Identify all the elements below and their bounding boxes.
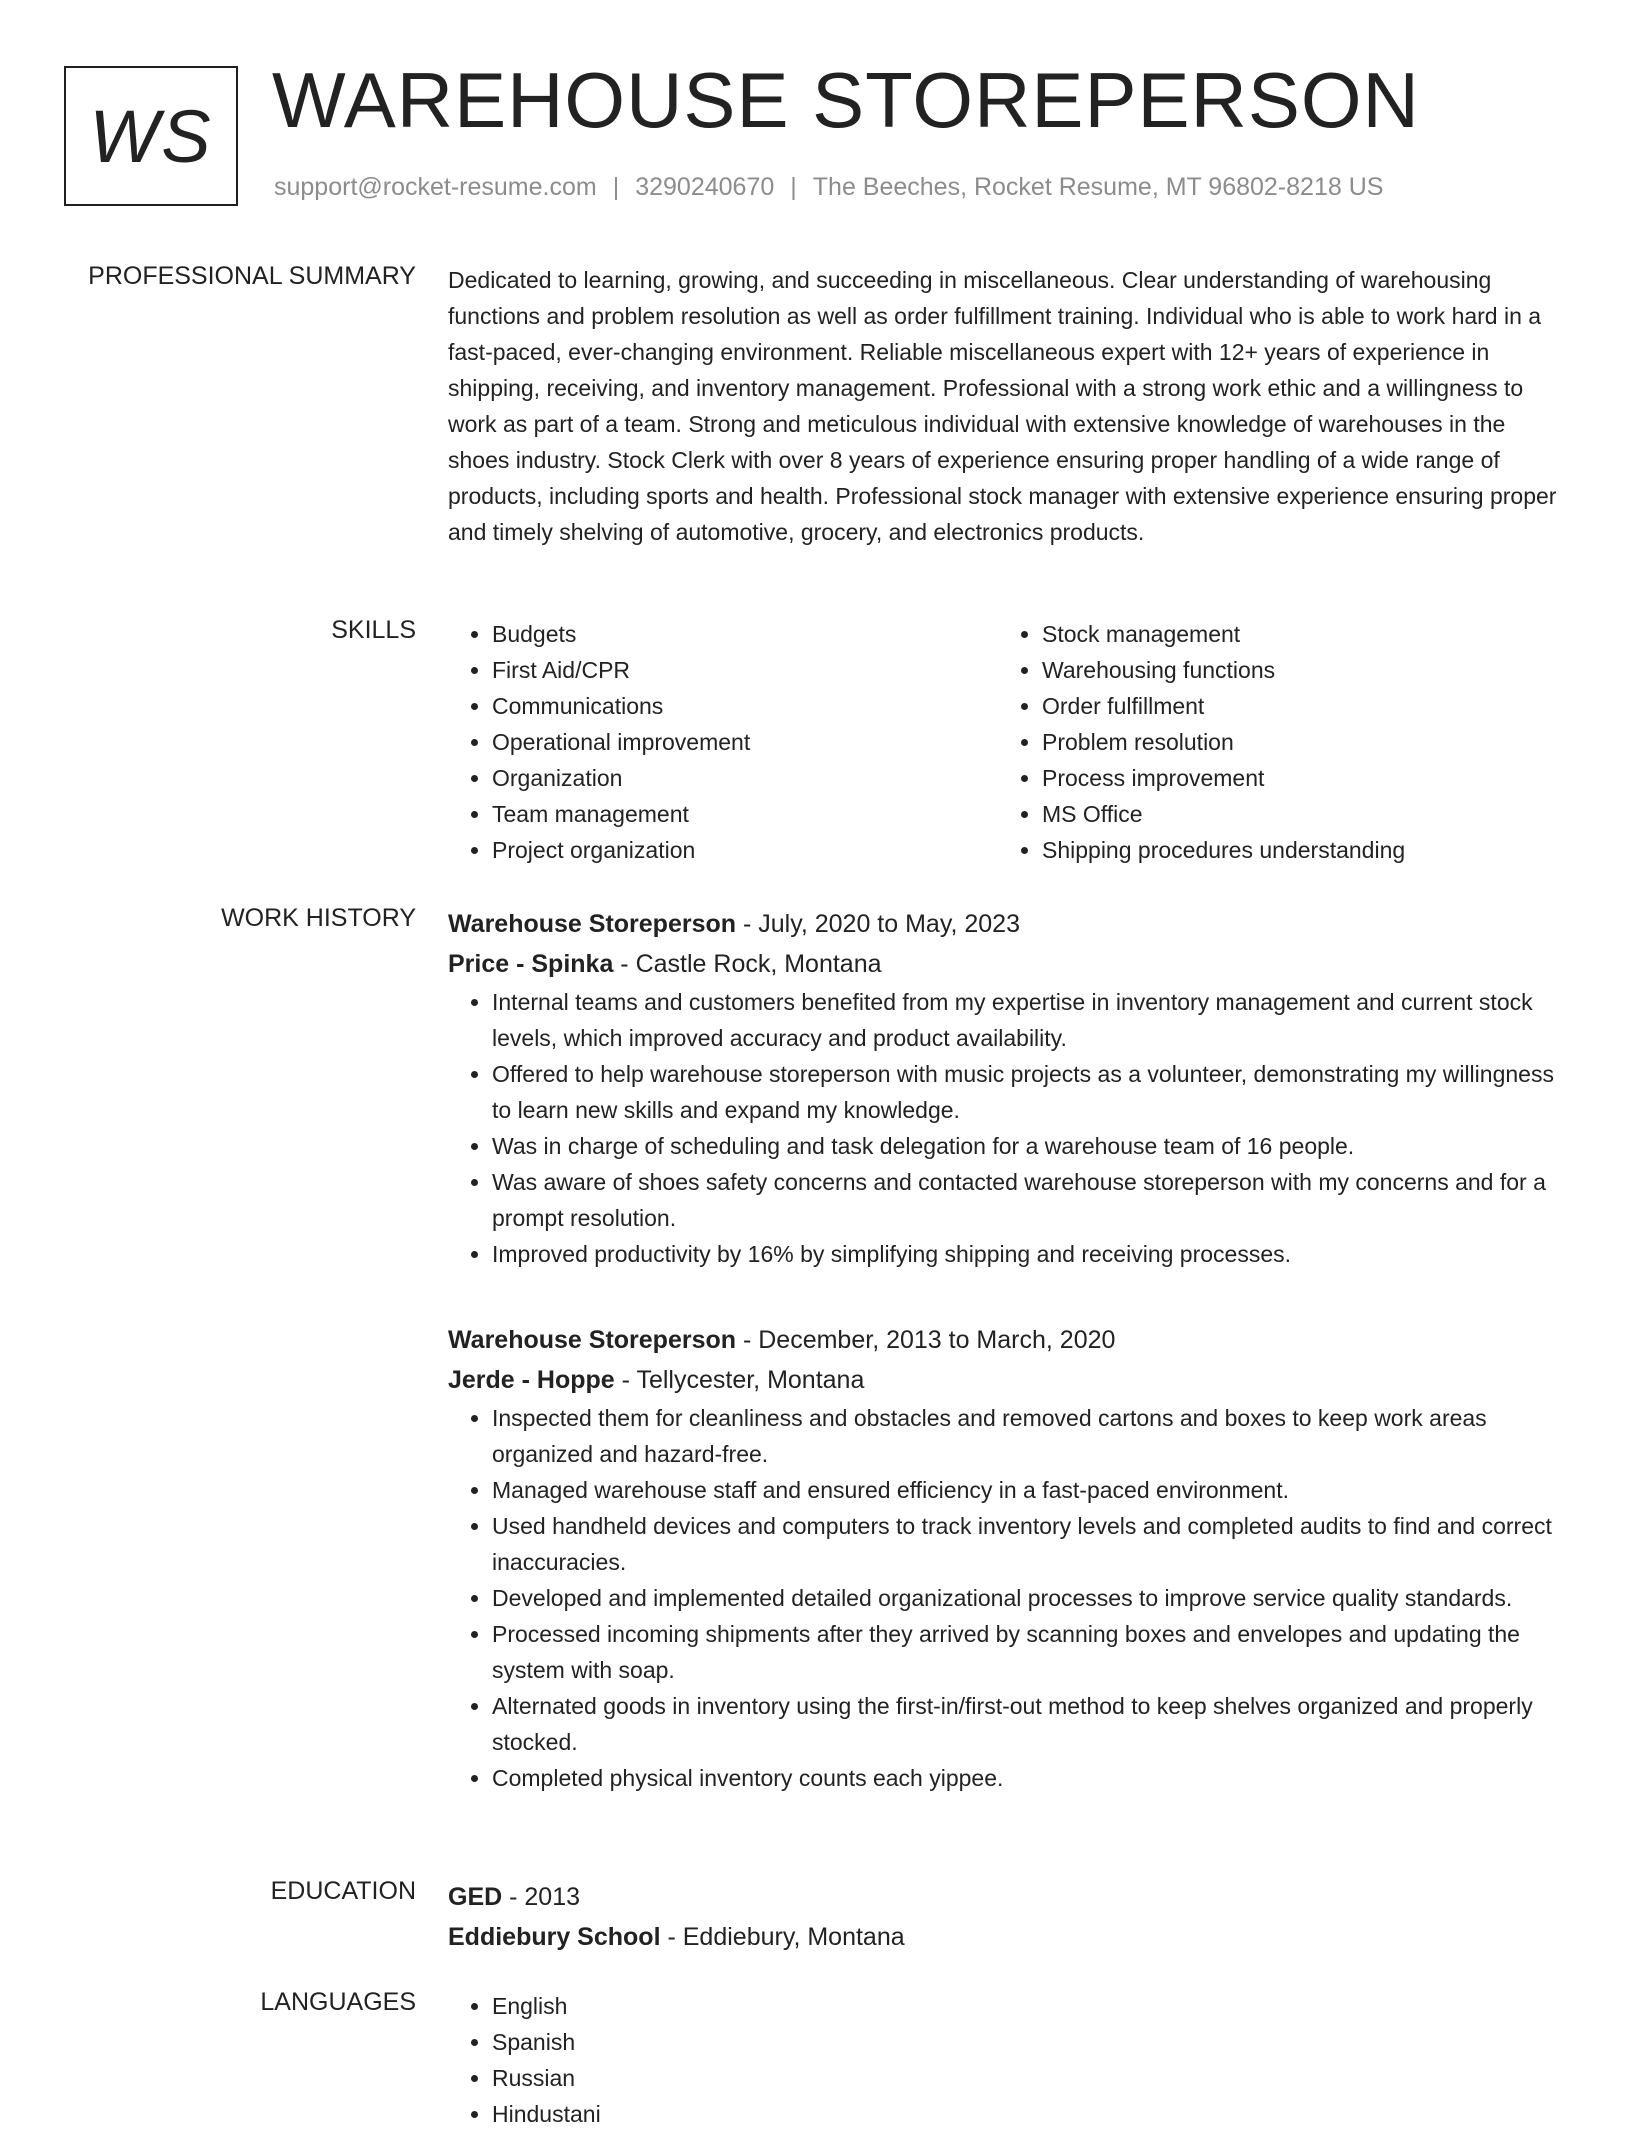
section-label-summary: PROFESSIONAL SUMMARY xyxy=(88,262,416,290)
job-title: Warehouse Storeperson xyxy=(448,910,737,938)
job-bullet: • Internal teams and customers benefited from my expertise in inventory management and current stock levels, which improved accuracy and product availability. xyxy=(492,984,1568,1056)
job-entry xyxy=(448,1320,1568,1796)
skill-item: • Stock management xyxy=(1042,616,1548,652)
skill-item: • Order fulfillment xyxy=(1042,688,1548,724)
phone: 3290240670 xyxy=(635,173,775,201)
address: The Beeches, Rocket Resume, MT 96802-8218 US xyxy=(812,173,1384,201)
school-line xyxy=(448,1917,1568,1957)
separator: | xyxy=(612,173,620,201)
email[interactable]: support@rocket-resume.com xyxy=(274,173,597,201)
job-company: Jerde - Hoppe xyxy=(448,1366,615,1394)
skills-column-left xyxy=(448,616,998,868)
skill-item: • MS Office xyxy=(1042,796,1548,832)
skill-item: • Communications xyxy=(492,688,998,724)
section-label-work: WORK HISTORY xyxy=(221,904,416,932)
skills-column-right xyxy=(998,616,1548,868)
contact-line xyxy=(274,173,1383,202)
section-label-languages: LANGUAGES xyxy=(260,1988,416,2016)
separator: | xyxy=(790,173,797,201)
job-bullet: • Was in charge of scheduling and task delegation for a warehouse team of 16 people. xyxy=(492,1128,1568,1164)
school: Eddiebury School xyxy=(448,1923,661,1951)
language-item: • Hindustani xyxy=(492,2096,1568,2132)
job-bullet: • Processed incoming shipments after they arrived by scanning boxes and envelopes and updating the system with soap. xyxy=(492,1616,1568,1688)
skill-item: • Organization xyxy=(492,760,998,796)
monogram: WS xyxy=(64,66,238,206)
job-company: Price - Spinka xyxy=(448,950,614,978)
skill-item: • Problem resolution xyxy=(1042,724,1548,760)
skills-content xyxy=(448,616,1568,868)
degree: GED xyxy=(448,1883,503,1911)
degree-year: - 2013 xyxy=(502,1883,581,1911)
job-bullet: • Managed warehouse staff and ensured efficiency in a fast-paced environment. xyxy=(492,1472,1568,1508)
skill-item: • Project organization xyxy=(492,832,998,868)
summary-content xyxy=(448,262,1568,550)
skill-item: • Budgets xyxy=(492,616,998,652)
job-bullets xyxy=(448,1400,1568,1796)
job-title-line xyxy=(448,904,1568,944)
job-title: Warehouse Storeperson xyxy=(448,1326,737,1354)
job-company-line xyxy=(448,1360,1568,1400)
job-title-line xyxy=(448,1320,1568,1360)
summary-text: Dedicated to learning, growing, and succeeding in miscellaneous. Clear understanding of warehousing functions and problem resolution as well as order fulfillment training. Individual who is able to work hard in a fast-paced, ever-changing environment. Reliable miscellaneous expert with 12+ years of experience in shipping, receiving, and inventory management. Professional with a strong work ethic and a willingness to work as part of a team. Strong and meticulous individual with extensive knowledge of warehouses in the shoes industry. Stock Clerk with over 8 years of experience ensuring proper handling of a wide range of products, including sports and health. Professional stock manager with extensive experience ensuring proper and timely shelving of automotive, grocery, and electronics products. xyxy=(448,267,1557,545)
language-item: • English xyxy=(492,1988,1568,2024)
job-bullet: • Used handheld devices and computers to track inventory levels and completed audits to find and correct inaccuracies. xyxy=(492,1508,1568,1580)
language-list xyxy=(448,1988,1568,2132)
skill-item: • Operational improvement xyxy=(492,724,998,760)
skill-item: • Process improvement xyxy=(1042,760,1548,796)
job-location: - Castle Rock, Montana xyxy=(613,950,882,978)
candidate-name: WAREHOUSE STOREPERSON xyxy=(272,56,1420,144)
job-entry xyxy=(448,904,1568,1272)
degree-line xyxy=(448,1877,1568,1917)
skill-item: • Warehousing functions xyxy=(1042,652,1548,688)
job-bullet: • Completed physical inventory counts each yippee. xyxy=(492,1760,1568,1796)
job-bullet: • Inspected them for cleanliness and obstacles and removed cartons and boxes to keep work areas organized and hazard-free. xyxy=(492,1400,1568,1472)
job-bullets xyxy=(448,984,1568,1272)
job-bullet: • Was aware of shoes safety concerns and contacted warehouse storeperson with my concerns and for a prompt resolution. xyxy=(492,1164,1568,1236)
language-item: • Spanish xyxy=(492,2024,1568,2060)
job-bullet: • Improved productivity by 16% by simplifying shipping and receiving processes. xyxy=(492,1236,1568,1272)
job-location: - Tellycester, Montana xyxy=(614,1366,865,1394)
job-company-line xyxy=(448,944,1568,984)
skill-item: • First Aid/CPR xyxy=(492,652,998,688)
job-bullet: • Developed and implemented detailed organizational processes to improve service quality standards. xyxy=(492,1580,1568,1616)
job-bullet: • Alternated goods in inventory using the first-in/first-out method to keep shelves organized and properly stocked. xyxy=(492,1688,1568,1760)
job-dates: - December, 2013 to March, 2020 xyxy=(736,1326,1116,1354)
skill-item: • Shipping procedures understanding xyxy=(1042,832,1548,868)
education-content xyxy=(448,1877,1568,1957)
skill-item: • Team management xyxy=(492,796,998,832)
language-item: • Russian xyxy=(492,2060,1568,2096)
section-label-skills: SKILLS xyxy=(331,616,416,644)
job-bullet: • Offered to help warehouse storeperson with music projects as a volunteer, demonstrating my willingness to learn new skills and expand my knowledge. xyxy=(492,1056,1568,1128)
languages-content xyxy=(448,1988,1568,2132)
school-location: - Eddiebury, Montana xyxy=(660,1923,905,1951)
section-label-education: EDUCATION xyxy=(270,1877,416,1905)
job-dates: - July, 2020 to May, 2023 xyxy=(736,910,1020,938)
